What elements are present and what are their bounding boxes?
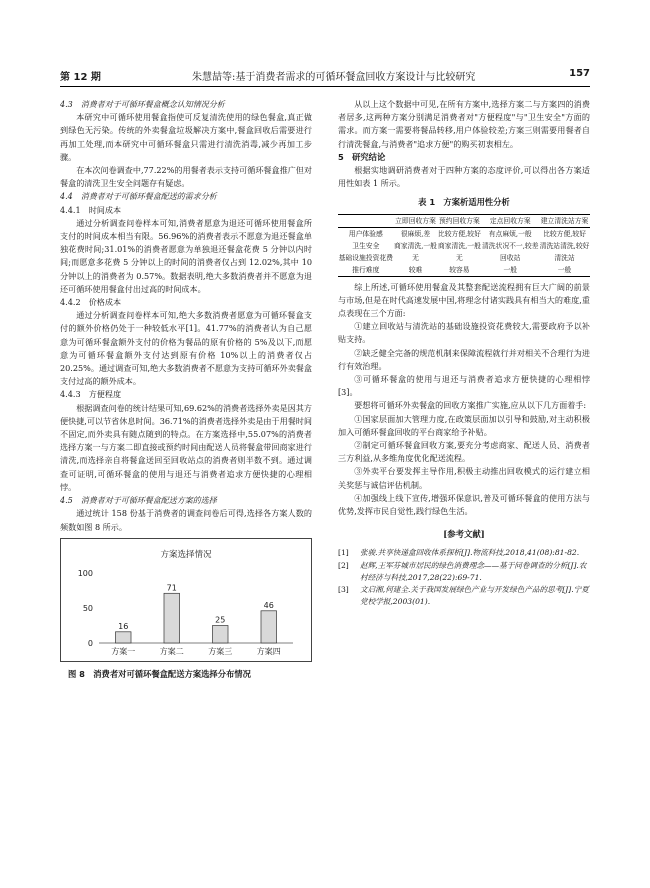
table-cell: 较容易	[449, 265, 470, 274]
bar	[164, 593, 180, 643]
x-tick-label: 方案二	[159, 646, 184, 656]
bar	[212, 625, 228, 643]
bar-chart-svg	[61, 539, 311, 661]
paragraph: 本研究中可循环使用餐盒指使可反复清洗使用的绿色餐盒,真正做到绿色无污染。传统的外卖餐盒垃圾解决方案中,餐盒回收后需要进行再加工处理,而本研究中可循环餐盒只需进行清洗消毒,减少再加工步骤。	[60, 112, 312, 162]
section-4-5-heading: 4.5 消费者对于可循环餐盒配送方案的选择	[60, 496, 217, 506]
y-tick-label: 100	[77, 568, 93, 578]
measure-point: ①国家层面加大管理力度,在政策层面加以引导和鼓励,对主动积极加入可循环餐盒回收的平台商家给予补贴。	[338, 413, 590, 437]
table-cell: 无	[456, 253, 463, 262]
table-cell: 较难	[408, 265, 423, 274]
reference-tag: [3]	[338, 585, 349, 595]
reference-item	[338, 547, 590, 559]
paragraph: 通过分析调查问卷样本可知,消费者愿意为退还可循环使用餐盒所支付的时间成本相当有限。56.96%的消费者表示不愿意为退还餐盒单独花费时间;31.01%的消费者愿意为单独退还餐盒花费 5 分钟以内时间;而愿意多花费 5 分钟以上的时间的消费者仅占到 12.02%,其中 10 分钟以上的消费者为 0.57%。数据表明,绝大多数消费者并不愿意为退还可循环使用餐盒付出过高的时间成本。	[60, 217, 312, 294]
paragraph: 从以上这个数据中可见,在所有方案中,选择方案二与方案四的消费者居多,这两种方案分别满足消费者对"方便程度"与"卫生安全"方面的需求。而方案一需要将餐品转移,用户体验较差;方案三则需要用餐者自行清洗餐盒,与消费者"追求方便"的购买初衷相左。	[338, 99, 590, 149]
table-cell: 很麻烦,差	[400, 229, 431, 238]
table-cell: 比较方便,较好	[437, 229, 481, 238]
figure-caption: 图 8 消费者对可循环餐盒配送方案选择分布情况	[68, 668, 251, 679]
left-column	[60, 98, 312, 681]
measure-point: ②制定可循环餐盒回收方案,要充分考虑商家、配送人员、消费者三方利益,从多维角度优化配送流程。	[338, 440, 590, 464]
x-tick-label: 方案四	[256, 646, 281, 656]
table-row	[338, 240, 590, 252]
paragraph: 根据调查问卷的统计结果可知,69.62%的消费者选择外卖是因其方便快捷,可以节省休息时间。36.71%的消费者选择外卖是由于用餐时间不固定,而外卖具有随点随到的特点。在方案选择中,55.07%的消费者选择方案一与方案二即直接或预约时间由配送人员将餐盒带回商家进行清洗,而选择亲自将餐盒送回至回收站点的消费者则半数不到。通过调查可证明,可循环餐盒的使用与退还与消费者追求方便快捷的心理相悖。	[60, 402, 312, 492]
x-tick-label: 方案三	[208, 646, 233, 656]
reference-text: 赵辉,王军芬城市居民的绿色消费理念——基于问卷调查的分析[J].农村经济与科技,2017,28(22):69-71.	[360, 560, 587, 582]
paragraph: 要想将可循环外卖餐盒的回收方案推广实施,应从以下几方面着手:	[354, 400, 587, 411]
table-cell: 清洗站清洗,较好	[539, 241, 590, 250]
figure-8-chart	[60, 538, 312, 662]
bar-value-label: 46	[263, 600, 274, 610]
reference-text: 张骏.共享快递盒回收体系探析[J].物流科技,2018,41(08):81-82.	[360, 548, 580, 558]
problem-point: ②缺乏健全完备的规范机制来保障流程就行并对相关不合理行为进行有效治理。	[338, 347, 590, 371]
table-cell: 一般	[503, 265, 518, 274]
section-4-4-3-heading: 4.4.3 方便程度	[60, 389, 122, 400]
x-tick-label: 方案一	[111, 646, 136, 656]
table-cell: 一般	[557, 265, 572, 274]
table-cell: 商家清洗,一般	[437, 241, 481, 250]
reference-tag: [2]	[338, 560, 349, 570]
section-4-3-heading: 4.3 消费者对于可循环餐盒概念认知情况分析	[60, 100, 225, 109]
paragraph: 通过分析调查问卷样本可知,绝大多数消费者愿意为可循环餐盒支付的额外价格仍处于一种较低水平[1]。41.77%的消费者认为自己愿意为可循环餐盒额外支付的价格为餐品的原有价格的 5%及以下,而愿意为可循环餐盒额外支付达到原有价格 10%以上的消费者仅占 20.25%。通过调查可知,绝大多数消费者不愿意为支持可循环外卖餐盒支付过高的额外成本。	[60, 310, 312, 387]
bar-value-label: 25	[215, 615, 226, 625]
problem-point: ①建立回收站与清洗站的基础设施投资花费较大,需要政府予以补贴支持。	[338, 321, 590, 345]
section-4-4-1-heading: 4.4.1 时间成本	[60, 204, 122, 215]
table-header-cell	[338, 214, 394, 227]
right-column	[338, 98, 590, 609]
page-header	[60, 66, 590, 84]
table-row-header: 推行难度	[352, 265, 380, 274]
header-rule	[60, 86, 590, 87]
bar	[261, 611, 277, 643]
table-row	[338, 252, 590, 264]
table-cell: 回收站	[500, 253, 521, 262]
table-header-cell: 预约回收方案	[439, 216, 480, 225]
table-row-header: 基础设施投资花费	[338, 253, 393, 262]
table-cell: 商家清洗,一般	[394, 241, 437, 250]
table-cell: 清洗状况不一,较差	[481, 241, 539, 250]
measure-point: ④加强线上线下宣传,增强环保意识,普及可循环餐盒的使用方法与优势,发挥市民自觉性,践行绿色生活。	[338, 492, 590, 517]
bar-value-label: 16	[118, 621, 129, 631]
table-cell: 清洗站	[554, 253, 575, 262]
page-number: 157	[569, 68, 590, 79]
paragraph: 通过统计 158 份基于消费者的调查问卷后可得,选择各方案人数的频数如图 8 所示。	[60, 508, 312, 532]
table-cell: 有点麻烦,一般	[488, 229, 532, 238]
paragraph: 根据实地调研消费者对于四种方案的态度评价,可以得出各方案适用性如表 1 所示。	[338, 165, 590, 189]
table-title: 表 1 方案析适用性分析	[418, 197, 510, 208]
reference-item	[338, 584, 590, 608]
issue-number: 第 12 期	[60, 72, 101, 83]
table-row	[338, 227, 590, 240]
references-title: [参考文献]	[443, 529, 485, 540]
table-header-row	[338, 214, 590, 227]
bar	[115, 632, 131, 643]
table-cell: 比较方便,较好	[543, 229, 587, 238]
section-4-4-heading: 4.4 消费者对于可循环餐盒配送的需求分析	[60, 192, 217, 202]
bar-value-label: 71	[166, 583, 177, 593]
section-5-heading: 5 研究结论	[338, 151, 386, 162]
table-header-cell: 建立清洗站方案	[540, 216, 589, 225]
table-row-header: 用户体验感	[348, 229, 383, 238]
table-header-cell: 立即回收方案	[395, 216, 436, 225]
paragraph: 在本次问卷调查中,77.22%的用餐者表示支持可循环餐盒推广但对餐盒的清洗卫生安全问题存有疑虑。	[60, 165, 312, 189]
y-tick-label: 50	[82, 603, 93, 613]
chart-title: 方案选择情况	[160, 549, 212, 560]
reference-text: 文启湘,何建全.关于我国发展绿色产业与开发绿色产品的思考[J].宁夏党校学报,2003(01).	[360, 585, 589, 607]
table-header-cell: 定点回收方案	[489, 216, 531, 225]
table-row-header: 卫生安全	[352, 241, 380, 250]
table-row	[338, 264, 590, 277]
reference-item	[338, 560, 590, 584]
running-title: 朱慧喆等:基于消费者需求的可循环餐盒回收方案设计与比较研究	[192, 72, 476, 83]
section-4-4-2-heading: 4.4.2 价格成本	[60, 297, 122, 308]
table-cell: 无	[412, 253, 419, 262]
problem-point: ③可循环餐盒的使用与退还与消费者追求方便快捷的心理相悖[3]。	[338, 374, 590, 398]
measure-point: ③外卖平台要发挥主导作用,积极主动推出回收模式的运行建立相关奖惩与诚信评估机制。	[338, 466, 590, 490]
paragraph: 综上所述,可循环使用餐盒及其整套配送流程拥有巨大广阔的前景与市场,但是在时代高速发展中国,将理念付诸实践具有相当大的难度,重点表现在三个方面:	[338, 281, 590, 319]
applicability-table	[338, 214, 590, 277]
y-tick-label: 0	[87, 638, 93, 648]
reference-tag: [1]	[338, 548, 349, 558]
